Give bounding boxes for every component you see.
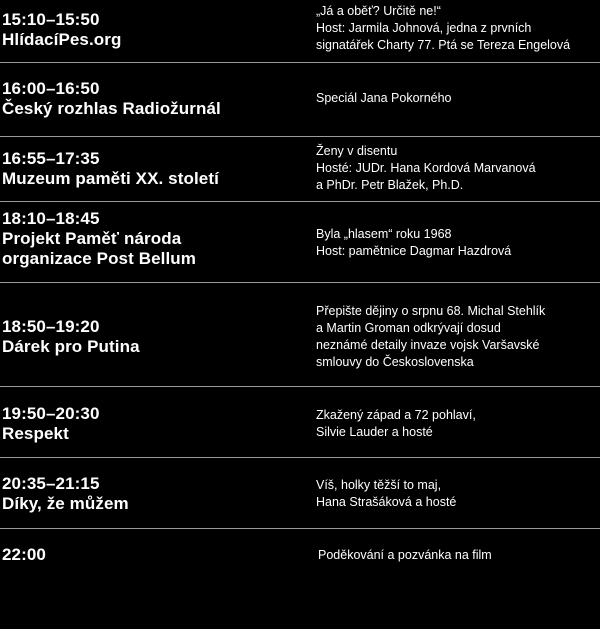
row-title [2,149,302,189]
description-line: Víš, holky těžší to maj, [316,478,442,492]
time-slot: 20:35–21:15 [2,474,100,493]
divider [0,386,600,387]
divider [0,282,600,283]
venue-line: HlídacíPes.org [2,30,122,49]
venue-line: Český rozhlas Radiožurnál [2,99,221,118]
row-title [2,10,302,50]
description-line: signatářek Charty 77. Ptá se Tereza Engelová [316,38,571,52]
venue-line: Respekt [2,424,69,443]
venue-line: Dárek pro Putina [2,337,140,356]
divider [0,201,600,202]
divider [0,62,600,63]
row-description [316,303,600,371]
time-slot: 15:10–15:50 [2,10,100,29]
time-slot: 16:00–16:50 [2,79,100,98]
description-line: neznámé detaily invaze vojsk Varšavské [316,338,540,352]
time-slot: 18:50–19:20 [2,317,100,336]
venue-line: Projekt Paměť národa [2,229,182,248]
divider [0,136,600,137]
description-line: Hosté: JUDr. Hana Kordová Marvanová [316,161,536,175]
description-line: Přepište dějiny o srpnu 68. Michal Stehlík [316,304,546,318]
description-line: Poděkování a pozvánka na film [318,548,492,562]
venue-line: Díky, že můžem [2,494,129,513]
row-description [316,143,600,194]
time-slot: 18:10–18:45 [2,209,100,228]
description-line: „Já a oběť? Určitě ne!“ [316,4,441,18]
divider [0,528,600,529]
row-title [2,209,302,269]
description-line: Speciál Jana Pokorného [316,91,452,105]
row-description [316,90,600,107]
time-slot: 16:55–17:35 [2,149,100,168]
row-title [2,404,302,444]
description-line: smlouvy do Československa [316,355,474,369]
row-title [2,317,302,357]
time-slot: 22:00 [2,545,46,564]
row-description [316,226,600,260]
description-line: Host: pamětnice Dagmar Hazdrová [316,244,512,258]
row-description [318,547,600,564]
venue-line: Muzeum paměti XX. století [2,169,219,188]
description-line: Hana Strašáková a hosté [316,495,457,509]
divider [0,457,600,458]
row-description [316,3,600,54]
description-line: Ženy v disentu [316,144,398,158]
row-description [316,477,600,511]
description-line: Byla „hlasem“ roku 1968 [316,227,452,241]
row-description [316,407,600,441]
time-slot: 19:50–20:30 [2,404,100,423]
description-line: Zkažený západ a 72 pohlaví, [316,408,476,422]
description-line: a PhDr. Petr Blažek, Ph.D. [316,178,464,192]
venue-line: organizace Post Bellum [2,249,196,268]
row-title [2,474,302,514]
description-line: a Martin Groman odkrývají dosud [316,321,501,335]
row-title [2,79,302,119]
row-title [2,545,302,565]
description-line: Host: Jarmila Johnová, jedna z prvních [316,21,532,35]
description-line: Silvie Lauder a hosté [316,425,433,439]
